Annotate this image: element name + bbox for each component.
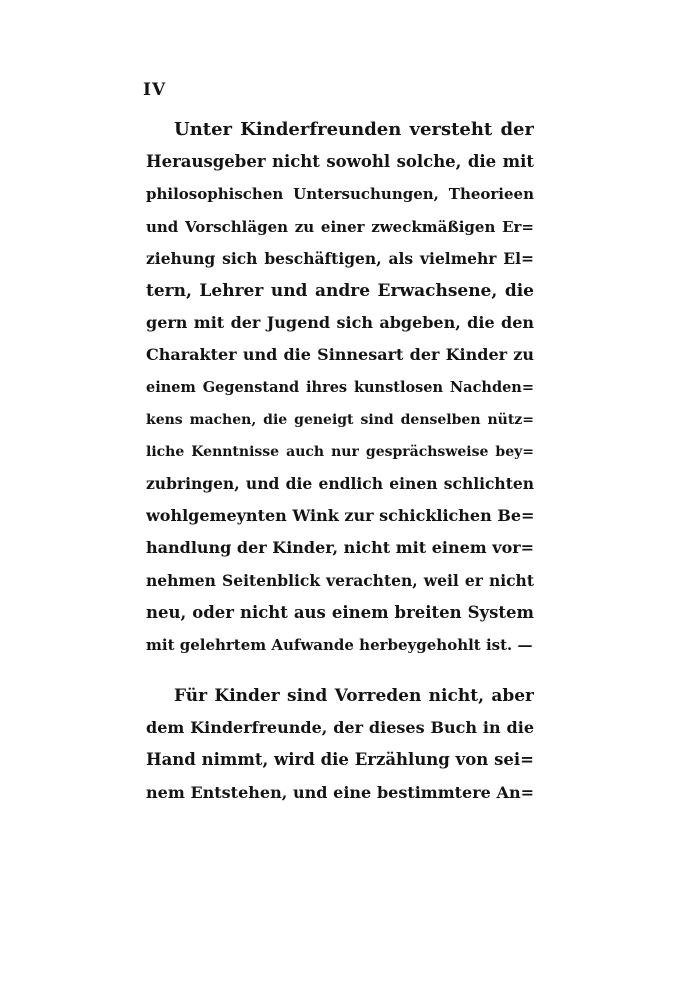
text-line: nem Entstehen, und eine bestimmtere An=	[146, 782, 534, 802]
text-line: und Vorschlägen zu einer zweckmäßigen Er=	[146, 217, 534, 236]
text-line: Hand nimmt, wird die Erzählung von sei=	[146, 750, 534, 770]
text-line: Für Kinder sind Vorreden nicht, aber	[174, 686, 534, 706]
text-line: zubringen, und die endlich einen schlichten	[146, 474, 534, 494]
text-line: handlung der Kinder, nicht mit einem vor=	[146, 538, 534, 558]
text-line: dem Kinderfreunde, der dieses Buch in die	[146, 718, 534, 738]
text-line: einem Gegenstand ihres kunstlosen Nachden=	[146, 378, 534, 396]
text-line: liche Kenntnisse auch nur gesprächsweise bey=	[146, 443, 534, 460]
page-number: IV	[143, 80, 167, 100]
text-line: kens machen, die geneigt sind denselben nütz=	[146, 411, 534, 428]
text-line: Unter Kinderfreunden versteht der	[174, 119, 534, 140]
text-line: wohlgemeynten Wink zur schicklichen Be=	[146, 506, 534, 526]
text-line: nehmen Seitenblick verachten, weil er nicht	[146, 570, 534, 590]
text-line: tern, Lehrer und andre Erwachsene, die	[146, 280, 534, 301]
text-line: Charakter und die Sinnesart der Kinder zu	[146, 345, 534, 365]
paragraph-1	[146, 114, 534, 661]
text-line: gern mit der Jugend sich abgeben, die den	[146, 313, 534, 333]
text-line: neu, oder nicht aus einem breiten System	[146, 602, 534, 622]
text-line: philosophischen Untersuchungen, Theorieen	[146, 185, 534, 204]
text-line: mit gelehrtem Aufwande herbeygehohlt ist. —	[146, 636, 533, 654]
text-line: ziehung sich beschäftigen, als vielmehr El=	[146, 248, 534, 268]
text-line: Herausgeber nicht sowohl solche, die mit	[146, 152, 534, 172]
paragraph-2	[146, 680, 534, 809]
